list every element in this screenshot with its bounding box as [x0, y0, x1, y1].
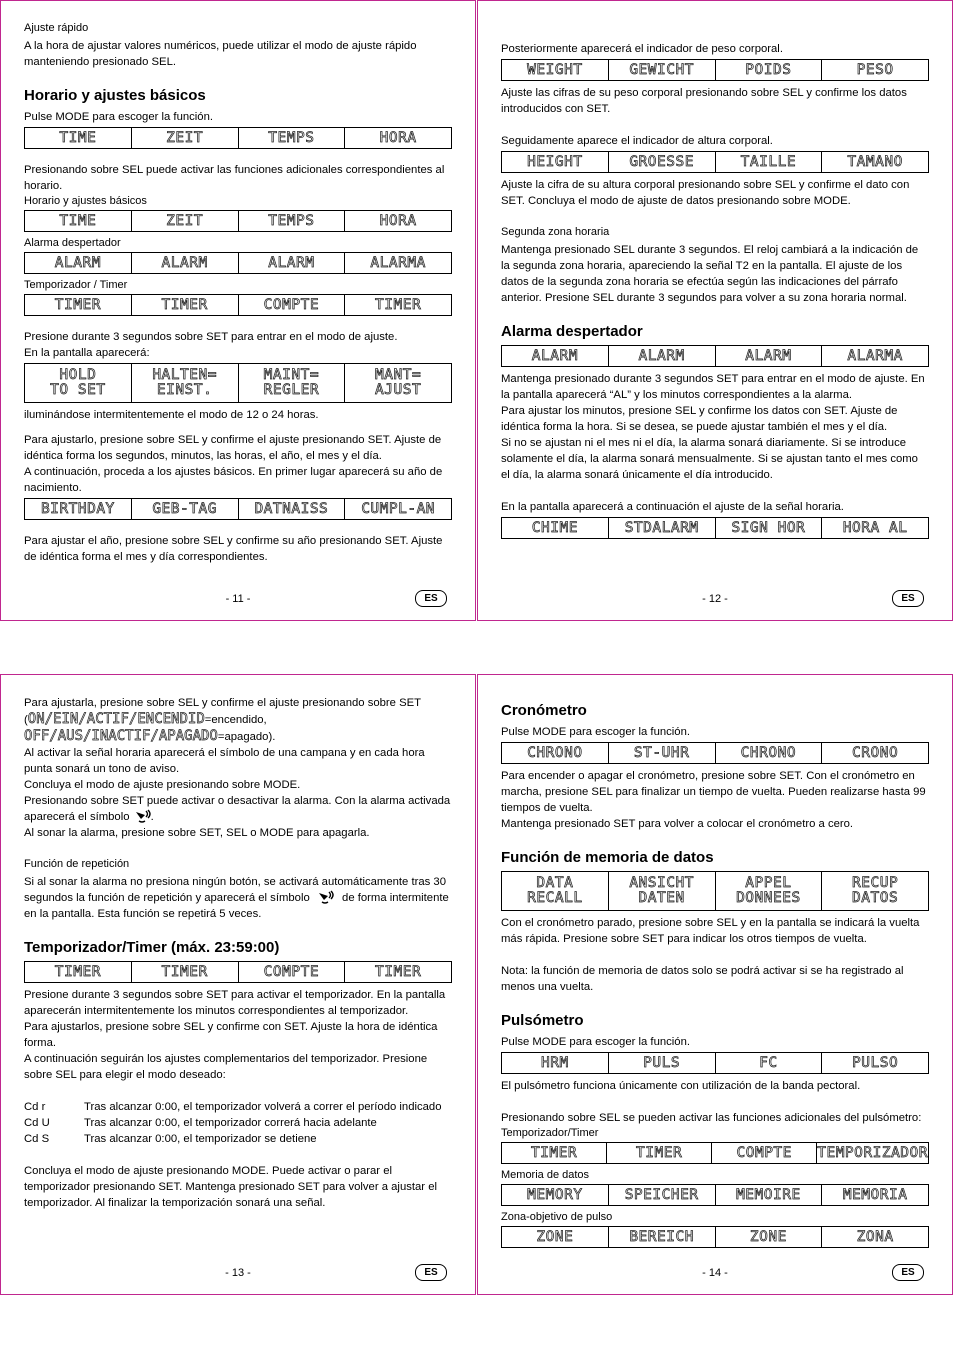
lcd-table-time — [24, 127, 452, 149]
lcd-cell: ST-UHR — [608, 743, 715, 763]
page-footer — [1, 590, 475, 608]
lcd-table-chime — [501, 517, 929, 539]
lcd-cell: WEIGHT — [527, 61, 583, 78]
lcd-cell: MEMORY — [527, 1186, 583, 1203]
paragraph: A la hora de ajustar valores numéricos, puede utilizar el modo de ajuste rápido manteniendo presionado SEL. — [24, 40, 417, 68]
paragraph: Si no se ajustan ni el mes ni el día, la alarma sonará diariamente. Si se introduce solamente el día, la alarma sonará mensualmente. Si se ajustan tanto el mes como el día, la alarma sonará únicamente el día introducido. — [501, 437, 918, 481]
section-title: Función de memoria de datos — [501, 849, 714, 866]
lcd-cell: TIME — [59, 129, 97, 146]
lcd-inline-on: ON/EIN/ACTIF/ENCENDID — [27, 711, 205, 727]
lcd-cell: BIRTHDAY — [40, 500, 115, 517]
mode-description: Tras alcanzar 0:00, el temporizador correrá hacia adelante — [84, 1117, 377, 1130]
section-title: Alarma despertador — [501, 323, 643, 340]
lcd-cell: SPEICHER — [608, 1185, 715, 1205]
paragraph: Para ajustarla, presione sobre SEL y confirme el ajuste presionando sobre SET (ON/EIN/ACTIF/ENCENDID=encendido, OFF/AUS/INACTIF/APAGADO=apagado). — [24, 697, 421, 744]
lcd-cell: APPEL DONNEES — [715, 872, 822, 910]
lcd-cell: SIGN HOR — [715, 518, 822, 538]
manual-page-11 — [0, 0, 476, 621]
lcd-cell: ALARM — [54, 254, 101, 271]
lcd-cell: CHRONO — [715, 743, 822, 763]
section-title: Cronómetro — [501, 702, 587, 719]
snooze-bell-icon — [313, 890, 339, 906]
lcd-table-birthday — [24, 498, 452, 520]
section-title: Horario y ajustes básicos — [24, 87, 206, 104]
section-title: Pulsómetro — [501, 1012, 584, 1029]
paragraph: iluminándose intermitentemente el modo de 12 o 24 horas. — [24, 409, 319, 421]
paragraph: A continuación seguirán los ajustes complementarios del temporizador. Presione sobre SEL para elegir el modo deseado: — [24, 1053, 428, 1082]
paragraph: Concluya el modo de ajuste presionando MODE. Puede activar o parar el temporizador presionando SET. Mantenga presionado SET para volver a ajustar el temporizador. Al finalizar la temporización sonará una señal. — [24, 1165, 437, 1210]
lcd-table-hold — [24, 363, 452, 403]
lcd-cell: COMPTE — [711, 1143, 816, 1163]
mode-code: Cd U — [24, 1117, 50, 1130]
lcd-cell: DATNAISS — [238, 499, 345, 519]
lcd-cell: TEMPS — [238, 211, 345, 231]
lcd-cell: PULSO — [821, 1053, 928, 1073]
lcd-table-time — [24, 210, 452, 232]
lcd-cell: HOLD TO SET — [50, 367, 106, 398]
paragraph: Al activar la señal horaria aparecerá el símbolo de una campana y en cada hora punta sonará un tono de aviso. — [24, 747, 425, 775]
paragraph: Seguidamente aparece el indicador de altura corporal. — [501, 135, 773, 147]
lcd-cell: GEB-TAG — [131, 499, 238, 519]
text: =apagado). — [217, 731, 276, 743]
paragraph: Para encender o apagar el cronómetro, presione sobre SET. Con el cronómetro en marcha, presione SEL para finalizar un tiempo de vuelta. Pueden realizarse hasta 99 tiempos de vuelta. — [501, 770, 926, 814]
lcd-cell: TAILLE — [715, 152, 822, 172]
text: Para ajustarla, presione sobre SEL y confirme el ajuste presionando sobre SET — [24, 697, 421, 709]
paragraph: Pulse MODE para escoger la función. — [501, 726, 691, 738]
paragraph: Presione durante 3 segundos sobre SET para entrar en el modo de ajuste. — [24, 331, 398, 343]
lcd-cell: TEMPORIZADOR — [816, 1143, 928, 1163]
section-heading: Segunda zona horaria — [501, 226, 610, 238]
lcd-cell: ALARMA — [821, 346, 928, 366]
language-badge: ES — [892, 1264, 924, 1281]
page-footer — [478, 1264, 952, 1282]
lcd-cell: MEMORIA — [821, 1185, 928, 1205]
lcd-cell: ALARMA — [344, 253, 451, 273]
paragraph: Para ajustarlo, presione sobre SEL y confirme el ajuste presionando SET. Ajuste de idéntica forma los segundos, minutos, las horas, el año, el mes y el día. — [24, 434, 442, 462]
label: Temporizador / Timer — [24, 279, 128, 291]
lcd-inline-off: OFF/AUS/INACTIF/APAGADO — [24, 728, 218, 744]
lcd-cell: CUMPL-AN — [344, 499, 451, 519]
paragraph: Con el cronómetro parado, presione sobre SEL y en la pantalla se indicará la vuelta más rápida. Presione sobre SET para indicar los otros tiempos de vuelta. — [501, 917, 920, 945]
page-number: - 11 - — [225, 593, 251, 605]
paragraph: Para ajustarlos, presione sobre SEL y confirme con SET. Ajuste la hora de idéntica forma. — [24, 1021, 438, 1050]
mode-code: Cd r — [24, 1101, 46, 1114]
page-footer — [478, 590, 952, 608]
paragraph: Presionando sobre SET puede activar o desactivar la alarma. Con la alarma activada aparecerá el símbolo . — [24, 793, 452, 825]
lcd-cell: TIMER — [344, 295, 451, 315]
lcd-cell: PULS — [608, 1053, 715, 1073]
lcd-cell: TIMER — [54, 296, 101, 313]
lcd-cell: TIMER — [54, 963, 101, 980]
lcd-cell: HRM — [541, 1054, 569, 1071]
lcd-cell: HEIGHT — [527, 153, 583, 170]
paragraph: Presionando sobre SEL se pueden activar las funciones adicionales del pulsómetro: — [501, 1112, 922, 1124]
lcd-cell: DATA RECALL — [527, 875, 583, 906]
lcd-table-chrono — [501, 742, 929, 764]
paragraph: A continuación, proceda a los ajustes básicos. En primer lugar aparecerá su año de nacimiento. — [24, 466, 443, 494]
lcd-cell: CHRONO — [527, 744, 583, 761]
lcd-cell: MAINT= REGLER — [238, 364, 345, 402]
lcd-cell: TIMER — [131, 962, 238, 982]
lcd-cell: PESO — [821, 60, 928, 80]
lcd-cell: ALARM — [608, 346, 715, 366]
paragraph: Nota: la función de memoria de datos solo se podrá activar si se ha registrado al menos una vuelta. — [501, 965, 904, 993]
alarm-bell-icon — [133, 809, 151, 825]
text: =encendido, — [204, 714, 267, 726]
lcd-cell: ZEIT — [131, 211, 238, 231]
paragraph: Pulse MODE para escoger la función. — [501, 1036, 691, 1048]
language-badge: ES — [892, 590, 924, 607]
page-number: - 12 - — [702, 593, 728, 605]
lcd-cell: ALARM — [531, 347, 578, 364]
lcd-table-timer — [501, 1142, 929, 1164]
section-heading: Función de repetición — [24, 858, 130, 871]
paragraph: Presionando sobre SEL puede activar las funciones adicionales correspondientes al horario. — [24, 164, 445, 192]
lcd-cell: ZONE — [715, 1227, 822, 1247]
lcd-cell: TIME — [59, 212, 97, 229]
lcd-cell: CHIME — [531, 519, 578, 536]
paragraph: En la pantalla aparecerá a continuación el ajuste de la señal horaria. — [501, 501, 844, 513]
language-badge: ES — [415, 1264, 447, 1281]
label: Horario y ajustes básicos — [24, 195, 147, 207]
text: Presionando sobre SET puede activar o desactivar la alarma. Con la alarma activada aparecerá el símbolo — [24, 795, 451, 823]
list-item — [24, 1099, 452, 1115]
mode-description: Tras alcanzar 0:00, el temporizador se detiene — [84, 1133, 317, 1146]
text: Si al sonar la alarma no presiona ningún botón, se activará automáticamente tras 30 segundos la función de repetición y aparecerá el símbolo — [24, 876, 446, 905]
lcd-cell: BEREICH — [608, 1227, 715, 1247]
lcd-cell: COMPTE — [238, 962, 345, 982]
page-number: - 14 - — [702, 1267, 728, 1279]
lcd-table-zone — [501, 1226, 929, 1248]
lcd-cell: TIMER — [344, 962, 451, 982]
lcd-cell: COMPTE — [238, 295, 345, 315]
lcd-table-timer — [24, 961, 452, 983]
label: Alarma despertador — [24, 237, 121, 249]
lcd-cell: ALARM — [131, 253, 238, 273]
lcd-table-hrm — [501, 1052, 929, 1074]
lcd-table-memory — [501, 1184, 929, 1206]
paragraph: En la pantalla aparecerá: — [24, 347, 150, 359]
paragraph: Para ajustar el año, presione sobre SEL y confirme su año presionando SET. Ajuste de idéntica forma el mes y día correspondientes. — [24, 535, 443, 563]
lcd-table-alarm — [501, 345, 929, 367]
mode-code: Cd S — [24, 1133, 50, 1146]
lcd-table-weight — [501, 59, 929, 81]
lcd-cell: RECUP DATOS — [821, 872, 928, 910]
lcd-cell: ZONA — [821, 1227, 928, 1247]
lcd-cell: GROESSE — [608, 152, 715, 172]
lcd-cell: HORA — [344, 128, 451, 148]
list-item — [24, 1131, 452, 1147]
lcd-cell: HORA AL — [821, 518, 928, 538]
paragraph: Al sonar la alarma, presione sobre SET, SEL o MODE para apagarla. — [24, 827, 370, 840]
lcd-cell: TIMER — [606, 1143, 711, 1163]
text: de forma intermitente en la pantalla. Esta función se repetirá 5 veces. — [24, 892, 449, 921]
label: Temporizador/Timer — [501, 1127, 599, 1139]
lcd-cell: HALTEN= EINST. — [131, 364, 238, 402]
manual-page-14 — [477, 674, 953, 1295]
paragraph: Posteriormente aparecerá el indicador de peso corporal. — [501, 43, 783, 55]
manual-page-13 — [0, 674, 476, 1295]
lcd-cell: MEMOIRE — [715, 1185, 822, 1205]
lcd-cell: ZONE — [536, 1228, 574, 1245]
lcd-table-timer — [24, 294, 452, 316]
list-item — [24, 1115, 452, 1131]
language-badge: ES — [415, 590, 447, 607]
lcd-table-height — [501, 151, 929, 173]
mode-description: Tras alcanzar 0:00, el temporizador volverá a correr el período indicado — [84, 1101, 442, 1114]
lcd-cell: POIDS — [715, 60, 822, 80]
lcd-cell: CRONO — [821, 743, 928, 763]
paragraph: Para ajustar los minutos, presione SEL y confirme los datos con SET. Ajuste de idéntica forma la hora. Si se desea, se puede ajustar también el mes y el día. — [501, 405, 898, 433]
paragraph: El pulsómetro funciona únicamente con utilización de la banda pectoral. — [501, 1080, 861, 1092]
paragraph: Ajuste la cifra de su altura corporal presionando sobre SEL y confirme el dato con SET. Concluya el modo de ajuste de datos presionando sobre MODE. — [501, 179, 910, 207]
lcd-cell: GEWICHT — [608, 60, 715, 80]
paragraph: Mantenga presionado SEL durante 3 segundos. El reloj cambiará a la indicación de la segunda zona horaria, apareciendo la señal T2 en la pantalla. El ajuste de los datos de la segunda zona horaria se efectúa según las indicaciones del párrafo anterior. Presione SEL durante 3 segundos para volver a su zona horaria normal. — [501, 244, 919, 304]
paragraph: Mantenga presionado SET para volver a colocar el cronómetro a cero. — [501, 818, 854, 830]
lcd-cell: FC — [715, 1053, 822, 1073]
label: Zona-objetivo de pulso — [501, 1211, 613, 1223]
paragraph: Pulse MODE para escoger la función. — [24, 111, 214, 123]
section-heading: Ajuste rápido — [24, 22, 89, 34]
lcd-cell: TIMER — [131, 295, 238, 315]
lcd-cell: TEMPS — [238, 128, 345, 148]
paragraph: Concluya el modo de ajuste presionando sobre MODE. — [24, 779, 301, 791]
lcd-cell: ALARM — [238, 253, 345, 273]
lcd-cell: TAMANO — [821, 152, 928, 172]
lcd-cell: ALARM — [715, 346, 822, 366]
section-title: Temporizador/Timer (máx. 23:59:00) — [24, 939, 280, 957]
lcd-cell: TIMER — [530, 1144, 578, 1161]
label: Memoria de datos — [501, 1169, 590, 1181]
paragraph — [24, 874, 452, 922]
lcd-table-alarm — [24, 252, 452, 274]
paragraph: Ajuste las cifras de su peso corporal presionando sobre SEL y confirme los datos introducidos con SET. — [501, 87, 907, 115]
lcd-cell: ANSICHT DATEN — [608, 872, 715, 910]
lcd-cell: STDALARM — [608, 518, 715, 538]
timer-mode-list — [24, 1099, 452, 1147]
page-number: - 13 - — [225, 1267, 251, 1279]
paragraph: Presione durante 3 segundos sobre SET para activar el temporizador. En la pantalla aparecerán intermitentemente los minutos correspondientes al temporizador. — [24, 989, 446, 1018]
lcd-cell: MANT= AJUST — [344, 364, 451, 402]
page-footer — [1, 1264, 475, 1282]
lcd-table-recall — [501, 871, 929, 911]
paragraph: Mantenga presionado durante 3 segundos SET para entrar en el modo de ajuste. En la pantalla aparecerá “AL” y los minutos correspondientes a la alarma. — [501, 373, 925, 401]
lcd-cell: HORA — [344, 211, 451, 231]
lcd-cell: ZEIT — [131, 128, 238, 148]
manual-page-12 — [477, 0, 953, 621]
